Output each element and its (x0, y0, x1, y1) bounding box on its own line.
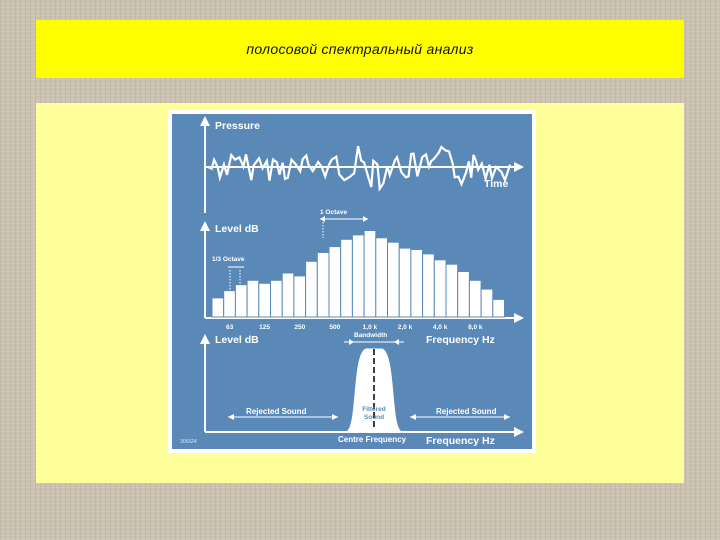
spectrum-bar (388, 242, 400, 317)
figure-code: 306624 (180, 439, 197, 445)
frequency-tick-label: 63 (225, 324, 234, 331)
spectrum-bar (282, 273, 294, 317)
frequency-tick-label: 125 (259, 324, 271, 331)
rejected-sound-right: Rejected Sound (436, 407, 497, 416)
spectrum-bar (235, 285, 247, 317)
spectrum-bar (317, 253, 329, 318)
filter-level-label: Level dB (215, 334, 259, 346)
frequency-tick-label: 2,0 k (397, 324, 413, 331)
frequency-tick-label: 4,0 k (432, 324, 448, 331)
spectrum-bar (399, 248, 411, 317)
third-octave-label: 1/3 Octave (212, 256, 245, 263)
slide-title-bar (36, 20, 684, 78)
spectrum-bar (294, 276, 306, 317)
sound-label: Sound (363, 414, 385, 421)
rejected-sound-left: Rejected Sound (246, 407, 307, 416)
time-label: Time (484, 178, 509, 190)
frequency-tick-label: 500 (329, 324, 341, 331)
spectrum-bar (458, 272, 470, 318)
frequency-tick-label: 250 (294, 324, 306, 331)
spectrum-figure (168, 110, 536, 453)
centre-frequency-label: Centre Frequency (338, 435, 407, 444)
spectrum-bar (247, 280, 259, 317)
spectrum-bar (271, 280, 283, 317)
pressure-label: Pressure (215, 120, 260, 132)
frequency-tick-label: 8,0 k (468, 324, 483, 331)
spectrum-bar (352, 235, 364, 317)
spectrum-bar (434, 260, 446, 317)
slide-title: полосовой спектральный анализ (246, 41, 474, 57)
frequency-tick-label: 1,0 k (362, 324, 378, 331)
spectrum-bar (329, 247, 341, 317)
spectrum-bar (259, 283, 271, 317)
bandwidth-label: Bandwidth (354, 332, 388, 339)
spectrum-bar (212, 298, 224, 317)
spectrum-bar (376, 238, 388, 317)
spectrum-bar (306, 261, 318, 317)
spectrum-bar (423, 254, 435, 317)
spectrum-bar (446, 264, 458, 317)
figure-svg (168, 110, 536, 453)
level-frequency-label: Frequency Hz (426, 334, 495, 346)
octave-label: 1 Octave (320, 209, 348, 216)
spectrum-bar (411, 250, 423, 318)
spectrum-bar (493, 299, 505, 317)
filtered-label: Filtered (362, 406, 386, 413)
filter-frequency-label: Frequency Hz (426, 435, 495, 447)
spectrum-bar (481, 289, 493, 317)
spectrum-bar (364, 231, 376, 318)
spectrum-bar (224, 291, 236, 317)
level-label: Level dB (215, 223, 259, 235)
spectrum-bar (469, 280, 481, 317)
spectrum-bar (341, 239, 353, 317)
